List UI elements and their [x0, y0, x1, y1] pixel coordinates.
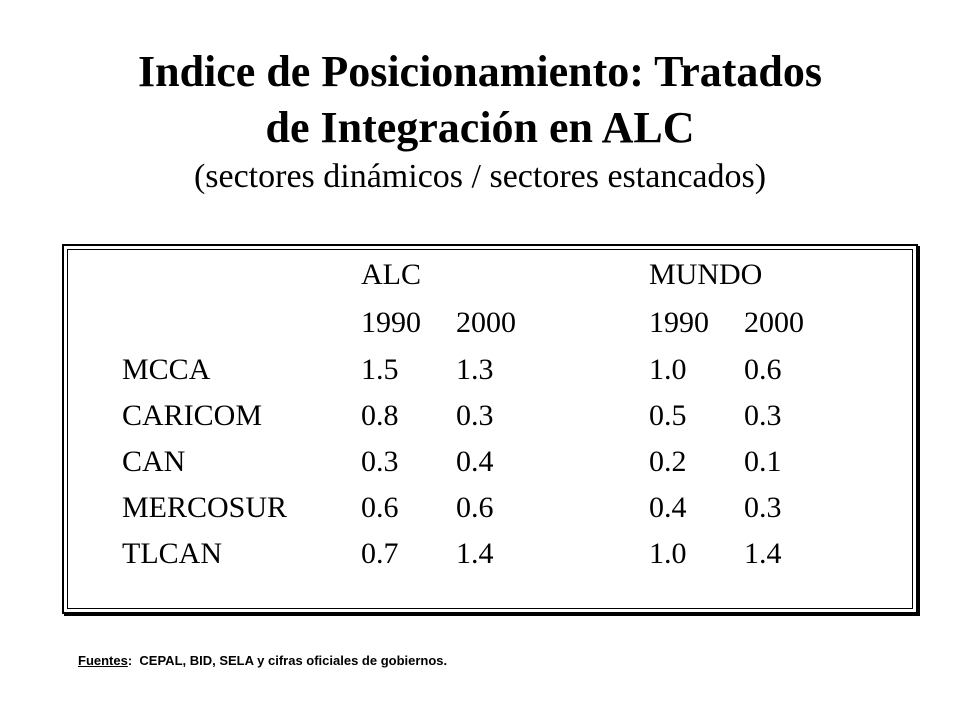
- footnote: [78, 653, 447, 669]
- table-cell: 0.6: [456, 491, 494, 524]
- footnote-label: Fuentes: [78, 653, 128, 668]
- table-cell: 1.0: [649, 537, 687, 570]
- table-cell: 0.3: [744, 491, 782, 524]
- table-cell: 1.3: [456, 353, 494, 386]
- table-cell: 0.3: [361, 445, 399, 478]
- header-alc-2000: 2000: [456, 306, 516, 339]
- table-cell: 0.4: [649, 491, 687, 524]
- table-cell: 0.6: [744, 353, 782, 386]
- header-alc-1990: 1990: [361, 306, 421, 339]
- row-name-mcca: MCCA: [122, 353, 211, 386]
- header-mundo-1990: 1990: [649, 306, 709, 339]
- row-name-caricom: CARICOM: [122, 399, 263, 432]
- row-name-can: CAN: [122, 445, 186, 478]
- table-cell: 1.0: [649, 353, 687, 386]
- table-cell: 1.4: [744, 537, 782, 570]
- table-cell: 0.7: [361, 537, 399, 570]
- table-cell: 0.1: [744, 445, 782, 478]
- table-cell: 0.4: [456, 445, 494, 478]
- title-line-2: de Integración en ALC: [265, 103, 695, 152]
- slide-title: [0, 44, 960, 200]
- title-line-1: Indice de Posicionamiento: Tratados: [137, 47, 823, 96]
- table-cell: 0.6: [361, 491, 399, 524]
- row-name-mercosur: MERCOSUR: [122, 491, 288, 524]
- table-cell: 1.4: [456, 537, 494, 570]
- table-cell: 0.3: [456, 399, 494, 432]
- table-cell: 0.5: [649, 399, 687, 432]
- header-alc: ALC: [361, 258, 421, 291]
- footnote-separator: :: [127, 653, 133, 668]
- row-name-tlcan: TLCAN: [122, 537, 222, 570]
- table-cell: 0.2: [649, 445, 687, 478]
- table-cell: 0.3: [744, 399, 782, 432]
- header-mundo: MUNDO: [649, 258, 763, 291]
- footnote-text: CEPAL, BID, SELA y cifras oficiales de gobiernos.: [132, 653, 448, 668]
- subtitle: (sectores dinámicos / sectores estancados): [193, 158, 767, 195]
- data-table: [62, 244, 918, 614]
- header-mundo-2000: 2000: [744, 306, 804, 339]
- table-cell: 1.5: [361, 353, 399, 386]
- table-cell: 0.8: [361, 399, 399, 432]
